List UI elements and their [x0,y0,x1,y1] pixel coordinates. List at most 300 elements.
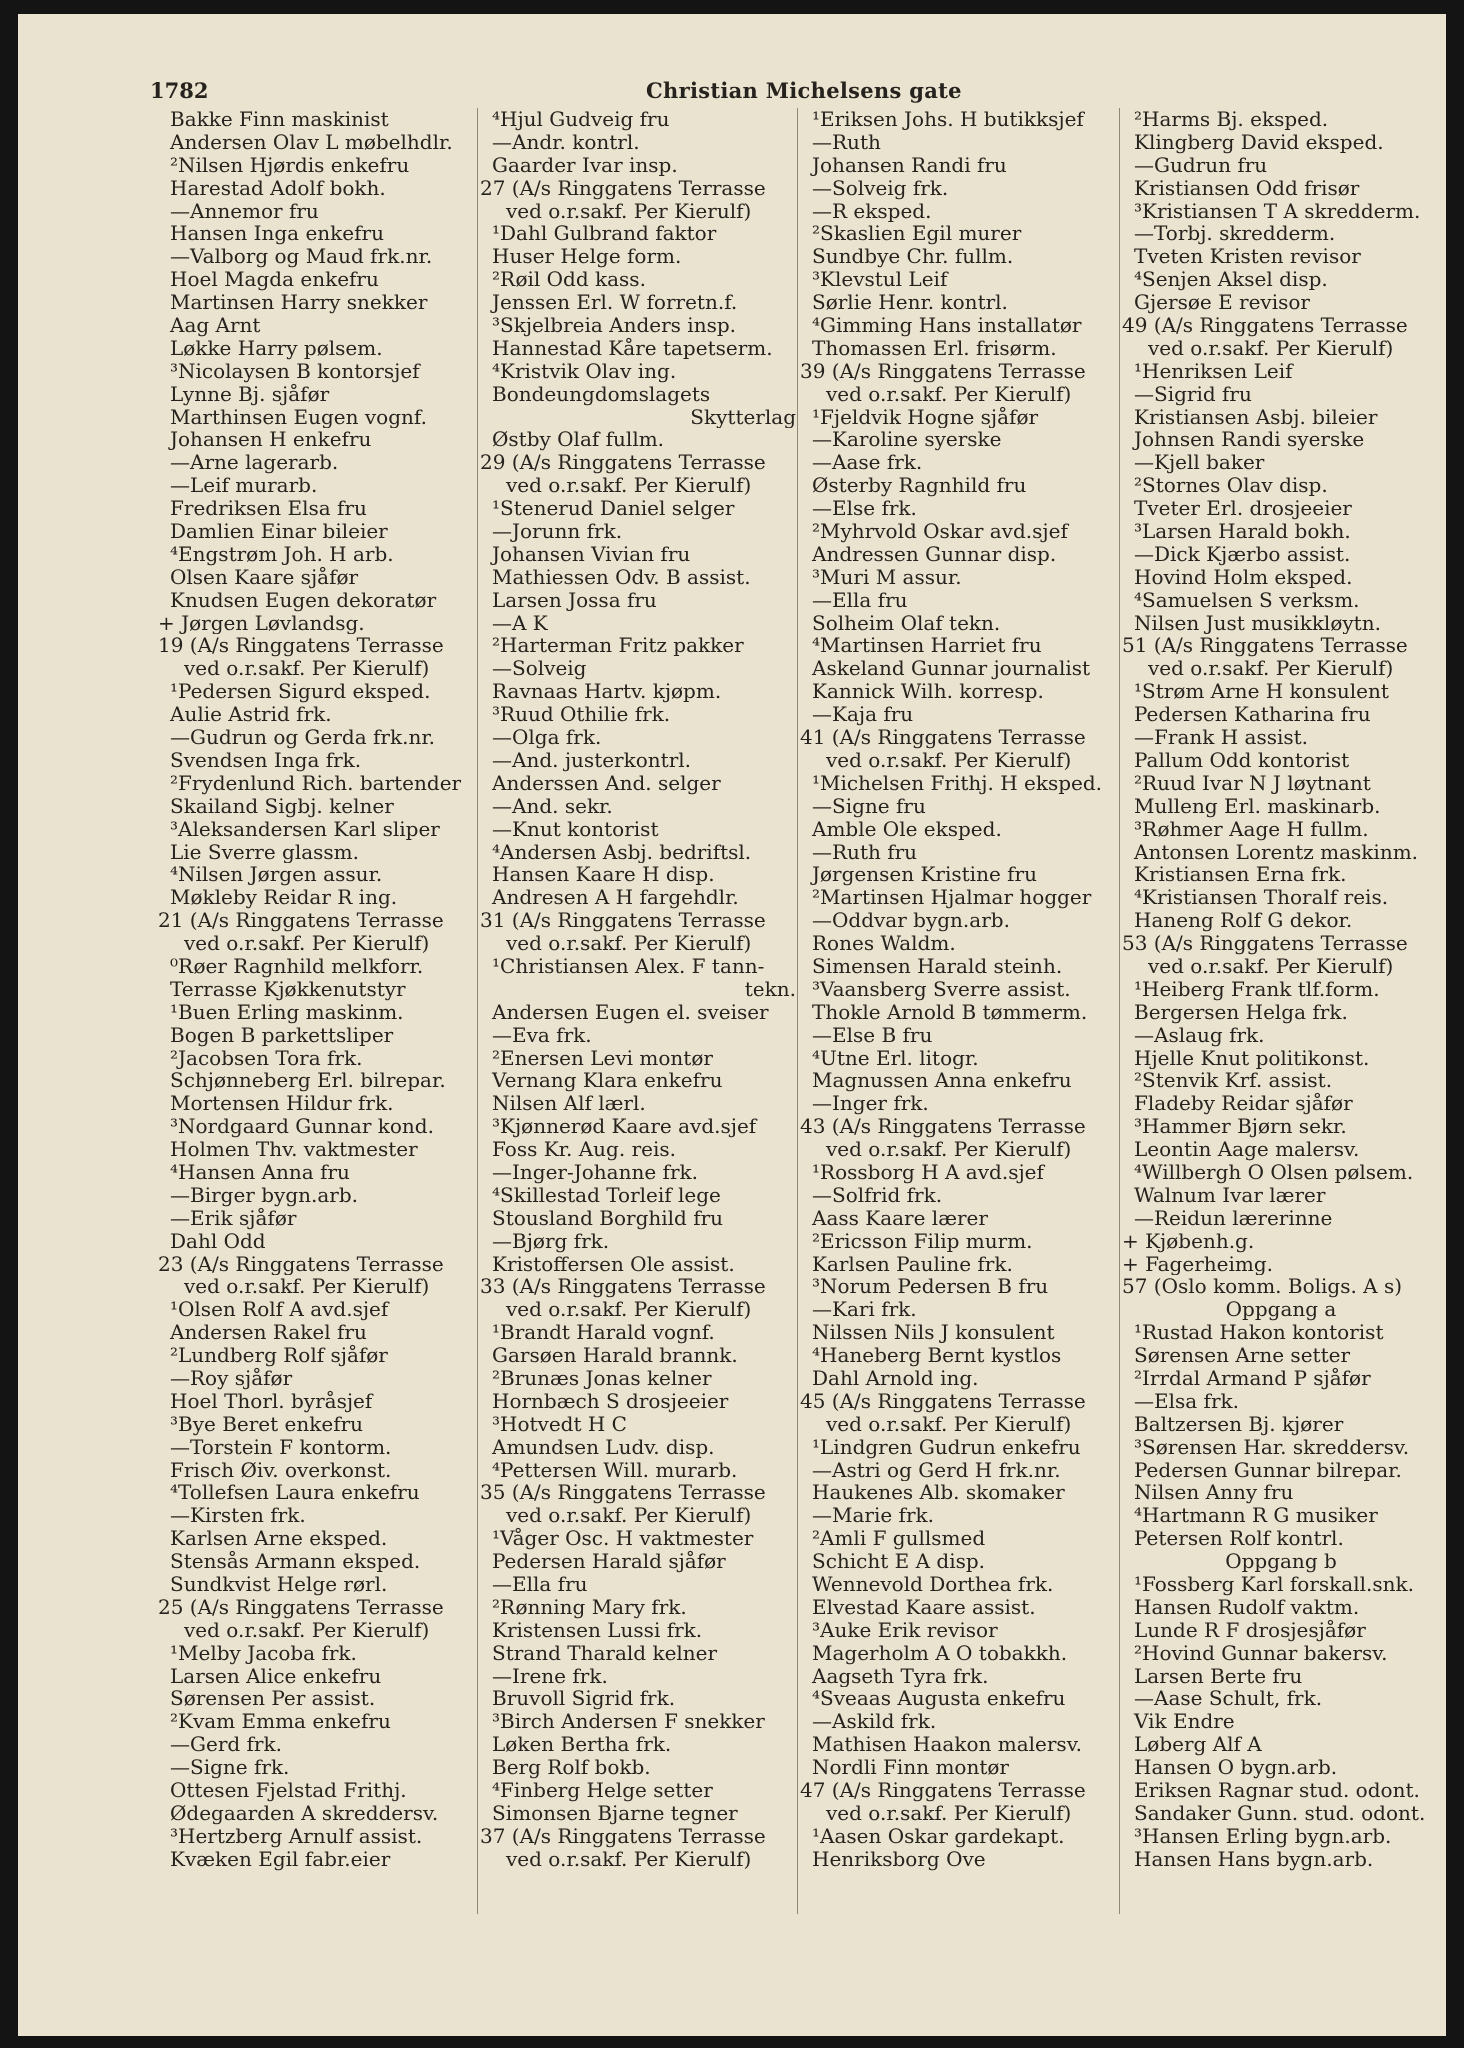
directory-entry: ²Myhrvold Oskar avd.sjef [812,520,1068,543]
directory-entry: Gjersøe E revisor [1134,291,1310,315]
directory-entry: ¹Strøm Arne H konsulent [1134,680,1389,704]
directory-entry: Bakke Finn maskinist [170,108,389,131]
directory-entry: ⁴Martinsen Harriet fru [812,634,1042,658]
directory-entry: Damlien Einar bileier [170,520,388,543]
directory-entry: Løken Bertha frk. [492,1733,672,1757]
directory-entry: Sørlie Henr. kontrl. [812,291,1008,315]
directory-entry: Skytterlag [690,405,796,429]
directory-entry: Nilsen Anny fru [1134,1481,1294,1505]
directory-entry: Ottesen Fjelstad Frithj. [170,1779,407,1802]
directory-entry: —Andr. kontrl. [492,130,640,154]
directory-entry: —Kaja fru [812,703,914,727]
directory-entry: —Aslaug frk. [1134,1023,1265,1047]
directory-entry: —Ruth fru [812,840,918,864]
directory-entry: Larsen Alice enkefru [170,1664,382,1688]
directory-entry: —Solfrid frk. [812,1183,943,1207]
directory-entry: ⁴Pettersen Will. murarb. [492,1458,738,1482]
directory-entry: ¹Stenerud Daniel selger [492,497,735,521]
directory-entry: Haukenes Alb. skomaker [812,1481,1065,1505]
directory-entry: Holmen Thv. vaktmester [170,1138,418,1161]
directory-entry: 37 (A/s Ringgatens Terrasse [480,1824,766,1848]
directory-entry: ³Nicolaysen B kontorsjef [170,359,420,383]
directory-entry: 51 (A/s Ringgatens Terrasse [1122,634,1408,658]
directory-entry: Johnsen Randi syerske [1134,428,1365,452]
directory-entry: —Arne lagerarb. [170,451,339,475]
directory-entry: ¹Fjeldvik Hogne sjåfør [812,405,1039,429]
directory-entry: Møkleby Reidar R ing. [170,886,398,910]
directory-entry: Thomassen Erl. frisørm. [812,336,1057,360]
directory-entry: ²Ericsson Filip murm. [812,1229,1033,1253]
directory-entry: Andressen Gunnar disp. [812,542,1057,566]
directory-entry: Hannestad Kåre tapetserm. [492,336,773,360]
directory-entry: Pallum Odd kontorist [1134,748,1350,772]
directory-entry: —Aase frk. [812,451,923,475]
directory-entry: Solheim Olaf tekn. [812,611,1001,635]
directory-entry: ved o.r.sakf. Per Kierulf) [1148,657,1394,681]
directory-entry: 47 (A/s Ringgatens Terrasse [800,1779,1086,1802]
directory-entry: ⁴Skillestad Torleif lege [492,1183,721,1207]
directory-entry: Eriksen Ragnar stud. odont. [1134,1779,1420,1802]
directory-entry: ved o.r.sakf. Per Kierulf) [184,932,430,955]
directory-entry: ⁴Finberg Helge setter [492,1779,713,1802]
directory-entry: Baltzersen Bj. kjører [1134,1412,1344,1436]
directory-entry: Kannick Wilh. korresp. [812,680,1044,704]
directory-entry: Aag Arnt [170,314,261,337]
directory-entry: 57 (Oslo komm. Boligs. A s) [1122,1275,1403,1299]
directory-entry: ²Harterman Fritz pakker [492,634,744,658]
directory-entry: —Kari frk. [812,1298,917,1322]
directory-entry: ²Stenvik Krf. assist. [1134,1069,1333,1093]
directory-entry: Skailand Sigbj. kelner [170,794,394,818]
directory-entry: Walnum Ivar lærer [1134,1183,1326,1207]
page-header: Christian Michelsens gate [646,78,962,103]
directory-entry: —And. sekr. [492,794,613,818]
directory-entry: Kristoffersen Ole assist. [492,1252,735,1276]
directory-entry: ³Hammer Bjørn sekr. [1134,1115,1347,1139]
directory-entry: ⁴Utne Erl. litogr. [812,1046,979,1070]
directory-entry: —R eksped. [812,199,932,223]
directory-entry: ²Ruud Ivar N J løytnant [1134,771,1371,795]
column-divider [797,108,798,1914]
directory-entry: Wennevold Dorthea frk. [812,1573,1054,1596]
directory-entry: Magnussen Anna enkefru [812,1069,1072,1093]
directory-entry: Mathisen Haakon malersv. [812,1733,1082,1757]
directory-entry: ³Larsen Harald bokh. [1134,520,1351,543]
directory-entry: Dahl Odd [170,1229,266,1253]
directory-entry: ³Vaansberg Sverre assist. [812,977,1071,1001]
directory-entry: ²Irrdal Armand P sjåfør [1134,1366,1371,1390]
directory-entry: ²Kvam Emma enkefru [170,1710,391,1734]
directory-entry: —Olga frk. [492,726,602,749]
directory-entry: ved o.r.sakf. Per Kierulf) [506,1504,752,1528]
directory-entry: ¹Rustad Hakon kontorist [1134,1321,1384,1345]
directory-entry: 39 (A/s Ringgatens Terrasse [800,359,1086,383]
directory-entry: ⁴Nilsen Jørgen assur. [170,863,383,887]
directory-entry: Løkke Harry pølsem. [170,336,383,360]
directory-entry: Rones Waldm. [812,932,956,955]
directory-entry: ved o.r.sakf. Per Kierulf) [826,748,1072,772]
directory-entry: Simonsen Bjarne tegner [492,1801,738,1825]
directory-entry: —Valborg og Maud frk.nr. [170,245,433,269]
directory-entry: —Eva frk. [492,1023,592,1047]
directory-entry: —And. justerkontrl. [492,748,692,772]
directory-entry: Østby Olaf fullm. [492,428,665,452]
directory-entry: ⁴Gimming Hans installatør [812,314,1082,337]
directory-entry: 23 (A/s Ringgatens Terrasse [158,1252,444,1276]
directory-entry: ved o.r.sakf. Per Kierulf) [506,932,752,955]
directory-entry: ¹Melby Jacoba frk. [170,1641,357,1665]
directory-entry: Amundsen Ludv. disp. [492,1435,715,1459]
directory-entry: —A K [492,611,548,635]
directory-entry: Martinsen Harry snekker [170,291,428,315]
directory-entry: Thokle Arnold B tømmerm. [812,1000,1088,1024]
directory-entry: Hoel Thorl. byråsjef [170,1389,373,1413]
directory-entry: ⁰Røer Ragnhild melkforr. [170,954,424,978]
directory-entry: Stensås Armann eksped. [170,1550,421,1573]
directory-entry: ved o.r.sakf. Per Kierulf) [506,474,752,498]
directory-entry: ²Jacobsen Tora frk. [170,1046,363,1070]
directory-entry: ¹Eriksen Johs. H butikksjef [812,108,1084,131]
directory-entry: ⁴Kristiansen Thoralf reis. [1134,886,1389,910]
directory-entry: ²Lundberg Rolf sjåfør [170,1344,388,1367]
directory-entry: Kristiansen Asbj. bileier [1134,405,1378,429]
directory-entry: —Annemor fru [170,199,319,223]
directory-entry: Larsen Jossa fru [492,588,657,612]
directory-entry: Tveten Kristen revisor [1134,245,1361,269]
directory-entry: + Fagerheimg. [1122,1252,1273,1276]
directory-entry: ved o.r.sakf. Per Kierulf) [184,657,430,681]
directory-entry: ²Stornes Olav disp. [1134,474,1328,498]
directory-entry: Nordli Finn montør [812,1756,1009,1780]
directory-entry: Oppgang a [1225,1298,1337,1322]
directory-entry: 53 (A/s Ringgatens Terrasse [1122,932,1408,955]
directory-entry: ⁴Tollefsen Laura enkefru [170,1481,420,1505]
directory-entry: Fladeby Reidar sjåfør [1134,1092,1353,1116]
directory-entry: —Karoline syerske [812,428,1002,452]
directory-entry: —Gudrun fru [1134,153,1268,177]
directory-entry: Petersen Rolf kontrl. [1134,1527,1344,1551]
directory-entry: —Ella fru [812,588,908,612]
directory-entry: —Gudrun og Gerda frk.nr. [170,726,436,749]
directory-entry: —Jorunn frk. [492,520,623,543]
directory-entry: 27 (A/s Ringgatens Terrasse [480,176,766,200]
directory-entry: —Roy sjåfør [170,1366,293,1390]
directory-entry: ⁴Willbergh O Olsen pølsem. [1134,1160,1414,1184]
directory-entry: ³Skjelbreia Anders insp. [492,314,736,337]
directory-entry: Andersen Rakel fru [170,1321,367,1345]
directory-entry: ved o.r.sakf. Per Kierulf) [506,199,752,223]
directory-entry: Jenssen Erl. W forretn.f. [492,291,738,315]
column-4 [1122,108,1440,1871]
directory-entry: Schicht E A disp. [812,1550,986,1573]
directory-entry: ²Nilsen Hjørdis enkefru [170,153,410,177]
directory-entry: Magerholm A O tobakkh. [812,1641,1068,1665]
directory-entry: ⁴Sveaas Augusta enkefru [812,1687,1066,1711]
directory-entry: Hansen O bygn.arb. [1134,1756,1338,1780]
directory-entry: ¹Christiansen Alex. F tann- [492,954,765,978]
directory-entry: Sandaker Gunn. stud. odont. [1134,1801,1426,1825]
directory-entry: —Else B fru [812,1023,933,1047]
directory-entry: 29 (A/s Ringgatens Terrasse [480,451,766,475]
directory-entry: Haneng Rolf G dekor. [1134,909,1353,933]
directory-entry: Svendsen Inga frk. [170,748,362,772]
directory-entry: 43 (A/s Ringgatens Terrasse [800,1115,1086,1139]
directory-entry: —Elsa frk. [1134,1389,1239,1413]
directory-entry: Berg Rolf bokb. [492,1756,651,1780]
directory-entry: Harestad Adolf bokh. [170,176,386,200]
directory-entry: Bruvoll Sigrid frk. [492,1687,676,1711]
directory-entry: ¹Rossborg H A avd.sjef [812,1160,1044,1184]
directory-entry: Vernang Klara enkefru [492,1069,723,1093]
directory-entry: Sundkvist Helge rørl. [170,1573,388,1596]
directory-entry: Hoel Magda enkefru [170,268,379,292]
directory-entry: Olsen Kaare sjåfør [170,565,359,589]
directory-entry: ¹Våger Osc. H vaktmester [492,1527,754,1551]
directory-entry: Oppgang b [1225,1550,1337,1573]
directory-entry: Fredriksen Elsa fru [170,497,367,521]
directory-entry: ¹Henriksen Leif [1134,359,1293,383]
directory-entry: Johansen H enkefru [170,428,372,452]
directory-entry: ¹Michelsen Frithj. H eksped. [812,771,1103,795]
directory-entry: ¹Dahl Gulbrand faktor [492,222,717,246]
directory-entry: —Kirsten frk. [170,1504,306,1528]
directory-entry: ³Sørensen Har. skreddersv. [1134,1435,1410,1459]
directory-entry: Kvæken Egil fabr.eier [170,1847,391,1871]
column-1 [158,108,476,1871]
directory-entry: —Torstein F kontorm. [170,1435,392,1459]
directory-entry: ²Hovind Gunnar bakersv. [1134,1641,1388,1665]
directory-entry: 21 (A/s Ringgatens Terrasse [158,909,444,933]
page-number: 1782 [150,78,209,103]
directory-entry: ³Norum Pedersen B fru [812,1275,1049,1299]
directory-entry: ³Hotvedt H C [492,1412,627,1436]
directory-entry: ³Auke Erik revisor [812,1618,998,1642]
directory-entry: ¹Heiberg Frank tlf.form. [1134,977,1380,1001]
directory-entry: —Oddvar bygn.arb. [812,909,1010,933]
directory-entry: Hornbæch S drosjeeier [492,1389,729,1413]
directory-entry: Antonsen Lorentz maskinm. [1134,840,1419,864]
directory-entry: ³Birch Andersen F snekker [492,1710,765,1734]
directory-entry: ⁴Hartmann R G musiker [1134,1504,1378,1528]
directory-entry: ⁴Samuelsen S verksm. [1134,588,1360,612]
directory-entry: Andersen Olav L møbelhdlr. [170,130,453,154]
directory-entry: ²Martinsen Hjalmar hogger [812,886,1092,910]
directory-entry: —Inger-Johanne frk. [492,1160,698,1184]
directory-entry: ³Klevstul Leif [812,268,948,292]
directory-entry: ³Hansen Erling bygn.arb. [1134,1824,1392,1848]
directory-entry: Johansen Randi fru [812,153,1007,177]
directory-entry: ⁴Kristvik Olav ing. [492,359,677,383]
directory-entry: Kristensen Lussi frk. [492,1618,703,1642]
directory-entry: —Sigrid fru [1134,382,1252,406]
directory-entry: Pedersen Gunnar bilrepar. [1134,1458,1402,1482]
directory-entry: ²Amli F gullsmed [812,1527,986,1551]
directory-entry: Hovind Holm eksped. [1134,565,1353,589]
directory-entry: —Solveig frk. [812,176,949,200]
directory-entry: —Astri og Gerd H frk.nr. [812,1458,1061,1482]
column-divider [477,108,478,1914]
directory-entry: ¹Lindgren Gudrun enkefru [812,1435,1081,1459]
directory-entry: ²Brunæs Jonas kelner [492,1366,712,1390]
directory-entry: —Signe frk. [170,1756,290,1780]
directory-entry: 25 (A/s Ringgatens Terrasse [158,1595,444,1619]
directory-entry: Andresen A H fargehdlr. [492,886,739,910]
directory-entry: —Solveig [492,657,587,681]
directory-entry: Hjelle Knut politikonst. [1134,1046,1370,1070]
directory-entry: Ødegaarden A skreddersv. [170,1801,439,1825]
directory-entry: ¹Aasen Oskar gardekapt. [812,1824,1065,1848]
directory-entry: —Irene frk. [492,1664,608,1688]
directory-entry: Mathiessen Odv. B assist. [492,565,751,589]
directory-entry: Karlsen Arne eksped. [170,1527,388,1551]
directory-entry: Dahl Arnold ing. [812,1366,979,1390]
directory-entry: ²Enersen Levi montør [492,1046,713,1070]
directory-entry: Sundbye Chr. fullm. [812,245,1014,269]
column-3 [800,108,1118,1871]
directory-entry: ³Muri M assur. [812,565,962,589]
directory-entry: Askeland Gunnar journalist [812,657,1091,681]
directory-entry: Sørensen Arne setter [1134,1344,1351,1367]
directory-entry: Johansen Vivian fru [492,542,691,566]
directory-entry: 33 (A/s Ringgatens Terrasse [480,1275,766,1299]
directory-entry: + Jørgen Løvlandsg. [158,611,365,635]
directory-entry: ved o.r.sakf. Per Kierulf) [826,1412,1072,1436]
directory-entry: Mulleng Erl. maskinarb. [1134,794,1381,818]
directory-entry: —Signe fru [812,794,926,818]
directory-entry: Jørgensen Kristine fru [812,863,1037,887]
directory-entry: Garsøen Harald brannk. [492,1344,738,1367]
directory-entry: —Dick Kjærbo assist. [1134,542,1351,566]
directory-entry: Henriksborg Ove [812,1847,986,1871]
directory-entry: —Frank H assist. [1134,726,1309,749]
directory-entry: —Reidun lærerinne [1134,1206,1333,1230]
directory-entry: Pedersen Harald sjåfør [492,1550,726,1573]
directory-entry: —Birger bygn.arb. [170,1183,358,1207]
directory-entry: 31 (A/s Ringgatens Terrasse [480,909,766,933]
directory-entry: Terrasse Kjøkkenutstyr [170,977,406,1001]
directory-entry: Bergersen Helga frk. [1134,1000,1348,1024]
directory-entry: Leontin Aage malersv. [1134,1138,1360,1161]
directory-entry: Østerby Ragnhild fru [812,474,1027,498]
directory-entry: Sørensen Per assist. [170,1687,376,1711]
column-2 [480,108,796,1871]
directory-entry: Aass Kaare lærer [812,1206,988,1230]
directory-entry: ved o.r.sakf. Per Kierulf) [826,1138,1072,1161]
directory-entry: Schjønneberg Erl. bilrepar. [170,1069,446,1093]
directory-entry: Hansen Rudolf vaktm. [1134,1595,1360,1619]
directory-entry: ⁴Senjen Aksel disp. [1134,268,1328,292]
directory-entry: ved o.r.sakf. Per Kierulf) [826,382,1072,406]
directory-entry: ³Ruud Othilie frk. [492,703,671,727]
directory-entry: Løberg Alf A [1134,1733,1262,1757]
directory-entry: 45 (A/s Ringgatens Terrasse [800,1389,1086,1413]
directory-entry: Tveter Erl. drosjeeier [1134,497,1352,521]
directory-entry: ¹Pedersen Sigurd eksped. [170,680,431,704]
directory-entry: Lynne Bj. sjåfør [170,382,330,406]
directory-entry: —Inger frk. [812,1092,929,1116]
directory-entry: tekn. [744,977,796,1001]
directory-entry: Aagseth Tyra frk. [812,1664,989,1688]
directory-entry: Elvestad Kaare assist. [812,1595,1036,1619]
directory-entry: ⁴Haneberg Bernt kystlos [812,1344,1062,1367]
directory-entry: —Kjell baker [1134,451,1265,475]
directory-entry: Huser Helge form. [492,245,682,269]
directory-entry: 41 (A/s Ringgatens Terrasse [800,726,1086,749]
directory-entry: Mortensen Hildur frk. [170,1092,394,1116]
directory-entry: ¹Brandt Harald vognf. [492,1321,715,1345]
directory-entry: ³Hertzberg Arnulf assist. [170,1824,423,1848]
directory-entry: 19 (A/s Ringgatens Terrasse [158,634,444,658]
directory-entry: —Erik sjåfør [170,1206,297,1230]
directory-entry: —Else frk. [812,497,917,521]
column-divider [1119,108,1120,1914]
directory-entry: ved o.r.sakf. Per Kierulf) [184,1275,430,1299]
directory-entry: ved o.r.sakf. Per Kierulf) [184,1618,430,1642]
directory-entry: ved o.r.sakf. Per Kierulf) [1148,954,1394,978]
directory-entry: Karlsen Pauline frk. [812,1252,1013,1276]
directory-entry: Lunde R F drosjesjåfør [1134,1618,1366,1642]
directory-entry: —Bjørg frk. [492,1229,610,1253]
directory-entry: Nilssen Nils J konsulent [812,1321,1055,1345]
directory-entry: ³Aleksandersen Karl sliper [170,817,440,841]
directory-entry: Lie Sverre glassm. [170,840,359,864]
directory-entry: Strand Tharald kelner [492,1641,718,1665]
directory-entry: ⁴Engstrøm Joh. H arb. [170,542,394,566]
directory-entry: —Askild frk. [812,1710,937,1734]
directory-entry: —Ella fru [492,1573,588,1596]
directory-entry: Amble Ole eksped. [812,817,1002,841]
directory-entry: Aulie Astrid frk. [170,703,332,727]
directory-entry: Nilsen Just musikkløytn. [1134,611,1381,635]
directory-entry: Hansen Inga enkefru [170,222,384,246]
directory-entry: ¹Fossberg Karl forskall.snk. [1134,1573,1414,1596]
directory-entry: Frisch Øiv. overkonst. [170,1458,392,1482]
directory-entry: —Aase Schult, frk. [1134,1687,1323,1711]
directory-entry: Knudsen Eugen dekoratør [170,588,437,612]
directory-entry: Andersen Eugen el. sveiser [492,1000,769,1024]
directory-entry: —Knut kontorist [492,817,659,841]
directory-entry: Gaarder Ivar insp. [492,153,678,177]
directory-entry: Vik Endre [1134,1710,1235,1734]
directory-entry: ²Rønning Mary frk. [492,1595,687,1619]
directory-entry: —Torbj. skredderm. [1134,222,1336,246]
directory-page [18,14,1446,2036]
directory-entry: ved o.r.sakf. Per Kierulf) [1148,336,1394,360]
directory-entry: ²Frydenlund Rich. bartender [170,771,462,795]
directory-entry: Kristiansen Odd frisør [1134,176,1360,200]
directory-entry: —Marie frk. [812,1504,934,1528]
directory-entry: 49 (A/s Ringgatens Terrasse [1122,314,1408,337]
directory-entry: + Kjøbenh.g. [1122,1229,1255,1253]
directory-entry: ³Bye Beret enkefru [170,1412,364,1436]
directory-entry: Ravnaas Hartv. kjøpm. [492,680,722,704]
directory-entry: ²Skaslien Egil murer [812,222,1022,246]
directory-entry: ³Kjønnerød Kaare avd.sjef [492,1115,757,1139]
directory-entry: —Gerd frk. [170,1733,282,1757]
directory-entry: Hansen Kaare H disp. [492,863,715,887]
directory-entry: Klingberg David eksped. [1134,130,1384,154]
directory-entry: ⁴Hjul Gudveig fru [492,108,670,131]
directory-entry: Stousland Borghild fru [492,1206,724,1230]
directory-entry: Anderssen And. selger [492,771,721,795]
directory-entry: Larsen Berte fru [1134,1664,1303,1688]
directory-entry: ved o.r.sakf. Per Kierulf) [506,1847,752,1871]
directory-entry: Marthinsen Eugen vognf. [170,405,427,429]
directory-entry: Kristiansen Erna frk. [1134,863,1347,887]
directory-entry: ¹Olsen Rolf A avd.sjef [170,1298,389,1322]
directory-entry: ⁴Andersen Asbj. bedriftsl. [492,840,752,864]
directory-entry: ved o.r.sakf. Per Kierulf) [506,1298,752,1322]
